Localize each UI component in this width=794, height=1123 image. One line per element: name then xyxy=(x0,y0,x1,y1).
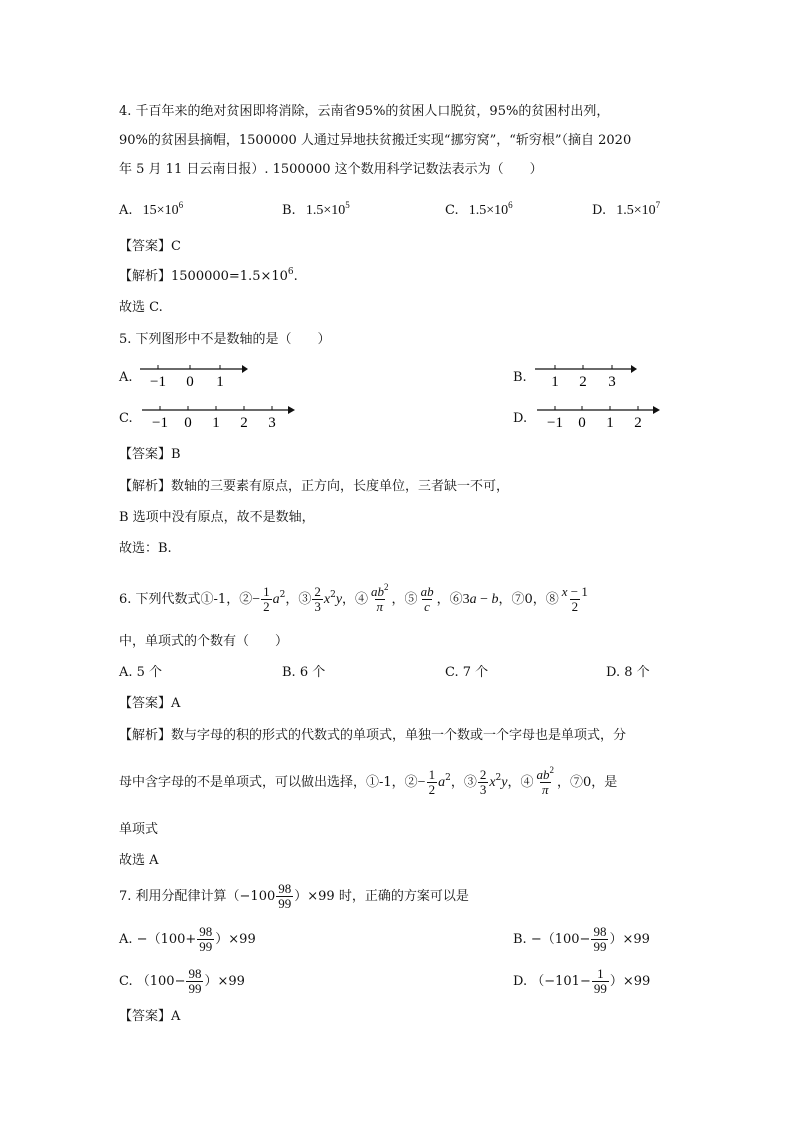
q7-option-a: A. −（100+ $\frac{98}{99}$ ）×99 xyxy=(119,924,256,954)
q5-d-tick-label: −1 xyxy=(547,415,563,431)
q5-option-b-numberline xyxy=(533,359,643,391)
fraction: $\frac{ab^2}{\pi}$ xyxy=(371,582,389,614)
q4-analysis: 【解析】$1500000=1.5\times 10^6$. xyxy=(119,267,298,284)
q5-b-tick-label: 2 xyxy=(579,374,587,390)
q5-a-tick-label: −1 xyxy=(150,374,166,390)
q4-option-d: D. $1.5\times 10^7$ xyxy=(592,200,661,218)
q4-conclusion: 故选 C. xyxy=(119,300,163,315)
q4-option-b-exp: 5 xyxy=(345,200,350,210)
q6-option-b: B. 6 个 xyxy=(282,665,326,680)
q4-stem-line1: 4. 千百年来的绝对贫困即将消除，云南省95%的贫困人口脱贫，95%的贫困村出列， xyxy=(119,104,610,119)
q6-conclusion: 故选 A xyxy=(119,853,159,868)
q5-b-tick-label: 3 xyxy=(608,374,616,390)
q6-analysis-line1: 【解析】数与字母的积的形式的代数式的单项式，单独一个数或一个字母也是单项式，分 xyxy=(119,728,627,743)
q4-option-a: A. $15\times 10^6$ xyxy=(119,200,184,218)
fraction: $\frac{x - 1}{2}$ xyxy=(561,584,588,614)
q6-option-d: D. 8 个 xyxy=(606,665,650,680)
q7-stem: 7. 利用分配律计算（−100 $\frac{98}{99}$ ）×99 时，正确的方案可以是 xyxy=(119,881,469,911)
fraction: $\frac{ab}{c}$ xyxy=(420,584,434,614)
q4-option-c: C. $1.5\times 10^6$ xyxy=(445,200,513,218)
fraction: $\frac{2}{3}$ xyxy=(479,767,487,797)
q6-analysis-line2: 母中含字母的不是单项式，可以做出选择，①-1，②− $\frac{1}{2}$ $a^2$，③ $\frac{2}{3}$ $x^2y$，④ $\frac{ab^2}{\pi}$ ，⑦0，是 xyxy=(119,765,618,797)
q4-answer: 【答案】C xyxy=(119,239,181,254)
q5-analysis-line1: 【解析】数轴的三要素有原点，正方向，长度单位，三者缺一不可， xyxy=(119,479,510,494)
q6-answer: 【答案】A xyxy=(119,696,181,711)
q5-a-tick-label: 0 xyxy=(186,374,194,390)
q5-c-tick-label: −1 xyxy=(152,415,168,431)
q5-c-tick-label: 0 xyxy=(184,415,192,431)
q4-option-b-mantissa: 1.5×10 xyxy=(305,203,346,218)
fraction: $\frac{2}{3}$ xyxy=(314,584,321,614)
fraction: $\frac{98}{99}$ xyxy=(593,924,607,954)
fraction: $\frac{98}{99}$ xyxy=(199,924,213,954)
q6-option-a: A. 5 个 xyxy=(119,665,163,680)
q5-conclusion: 故选：B. xyxy=(119,541,172,556)
q5-b-tick-label: 1 xyxy=(551,374,559,390)
q4-option-a-exp: 6 xyxy=(178,200,184,210)
q5-d-tick-label: 0 xyxy=(578,415,586,431)
q5-option-c-numberline xyxy=(140,400,300,432)
q4-option-b: B. $1.5\times 10^5$ xyxy=(282,200,350,218)
q6-stem-line2: 中，单项式的个数有（ ） xyxy=(119,634,289,649)
q4-stem-line3: 年 5 月 11 日云南日报）. 1500000 这个数用科学记数法表示为（ ） xyxy=(119,162,543,177)
fraction: $\frac{98}{99}$ xyxy=(188,966,202,996)
q4-stem-line2: 90%的贫困县摘帽，1500000 人通过异地扶贫搬迁实现“挪穷窝”，“斩穷根”（摘自 2020 xyxy=(119,133,632,148)
q5-d-tick-label: 1 xyxy=(606,415,614,431)
fraction: $\frac{1}{2}$ xyxy=(428,767,436,797)
q5-option-a-letter: A. xyxy=(119,370,133,385)
q5-option-a-numberline xyxy=(138,359,248,391)
q5-c-tick-label: 2 xyxy=(240,415,248,431)
q7-option-b: B. −（100− $\frac{98}{99}$ ）×99 xyxy=(513,924,650,954)
q5-d-tick-label: 2 xyxy=(634,415,642,431)
q7-answer: 【答案】A xyxy=(119,1009,181,1024)
q5-option-d-numberline xyxy=(535,400,665,432)
q5-option-d-letter: D. xyxy=(513,411,528,426)
q7-option-c: C. （100− $\frac{98}{99}$ ）×99 xyxy=(119,966,245,996)
q5-analysis-line2: B 选项中没有原点，故不是数轴， xyxy=(119,510,315,525)
fraction: $\frac{ab^2}{\pi}$ xyxy=(536,765,555,797)
q5-stem: 5. 下列图形中不是数轴的是（ ） xyxy=(119,332,331,347)
q5-c-tick-label: 3 xyxy=(268,415,276,431)
q5-a-tick-label: 1 xyxy=(216,374,224,390)
q4-option-d-mantissa: 1.5×10 xyxy=(616,203,656,218)
q4-option-c-exp: 6 xyxy=(508,200,513,210)
q5-c-tick-label: 1 xyxy=(212,415,220,431)
q5-option-b-letter: B. xyxy=(513,370,527,385)
fraction: $\frac{98}{99}$ xyxy=(278,881,292,911)
q6-stem: 6. 下列代数式①-1，②− $\frac{1}{2}$ $a^2$，③ $\frac{2}{3}$ $x^2y$，④ $\frac{ab^2}{\pi}$ ，⑤ $\frac{ab}{c}$ ，⑥3a − b，⑦0，⑧ $\frac{x - 1}{2}$ xyxy=(119,582,588,614)
q4-option-a-mantissa: 15×10 xyxy=(142,203,179,218)
q7-option-d: D. （−101− $\frac{1}{99}$ ）×99 xyxy=(513,966,651,996)
fraction: $\frac{1}{2}$ xyxy=(263,584,270,614)
q4-option-d-exp: 7 xyxy=(655,200,661,210)
q6-analysis-line3: 单项式 xyxy=(119,822,159,837)
fraction: $\frac{1}{99}$ xyxy=(593,966,607,996)
q5-answer: 【答案】B xyxy=(119,447,181,462)
q5-option-c-letter: C. xyxy=(119,411,133,426)
q4-option-c-mantissa: 1.5×10 xyxy=(468,203,509,218)
q6-option-c: C. 7 个 xyxy=(445,665,489,680)
